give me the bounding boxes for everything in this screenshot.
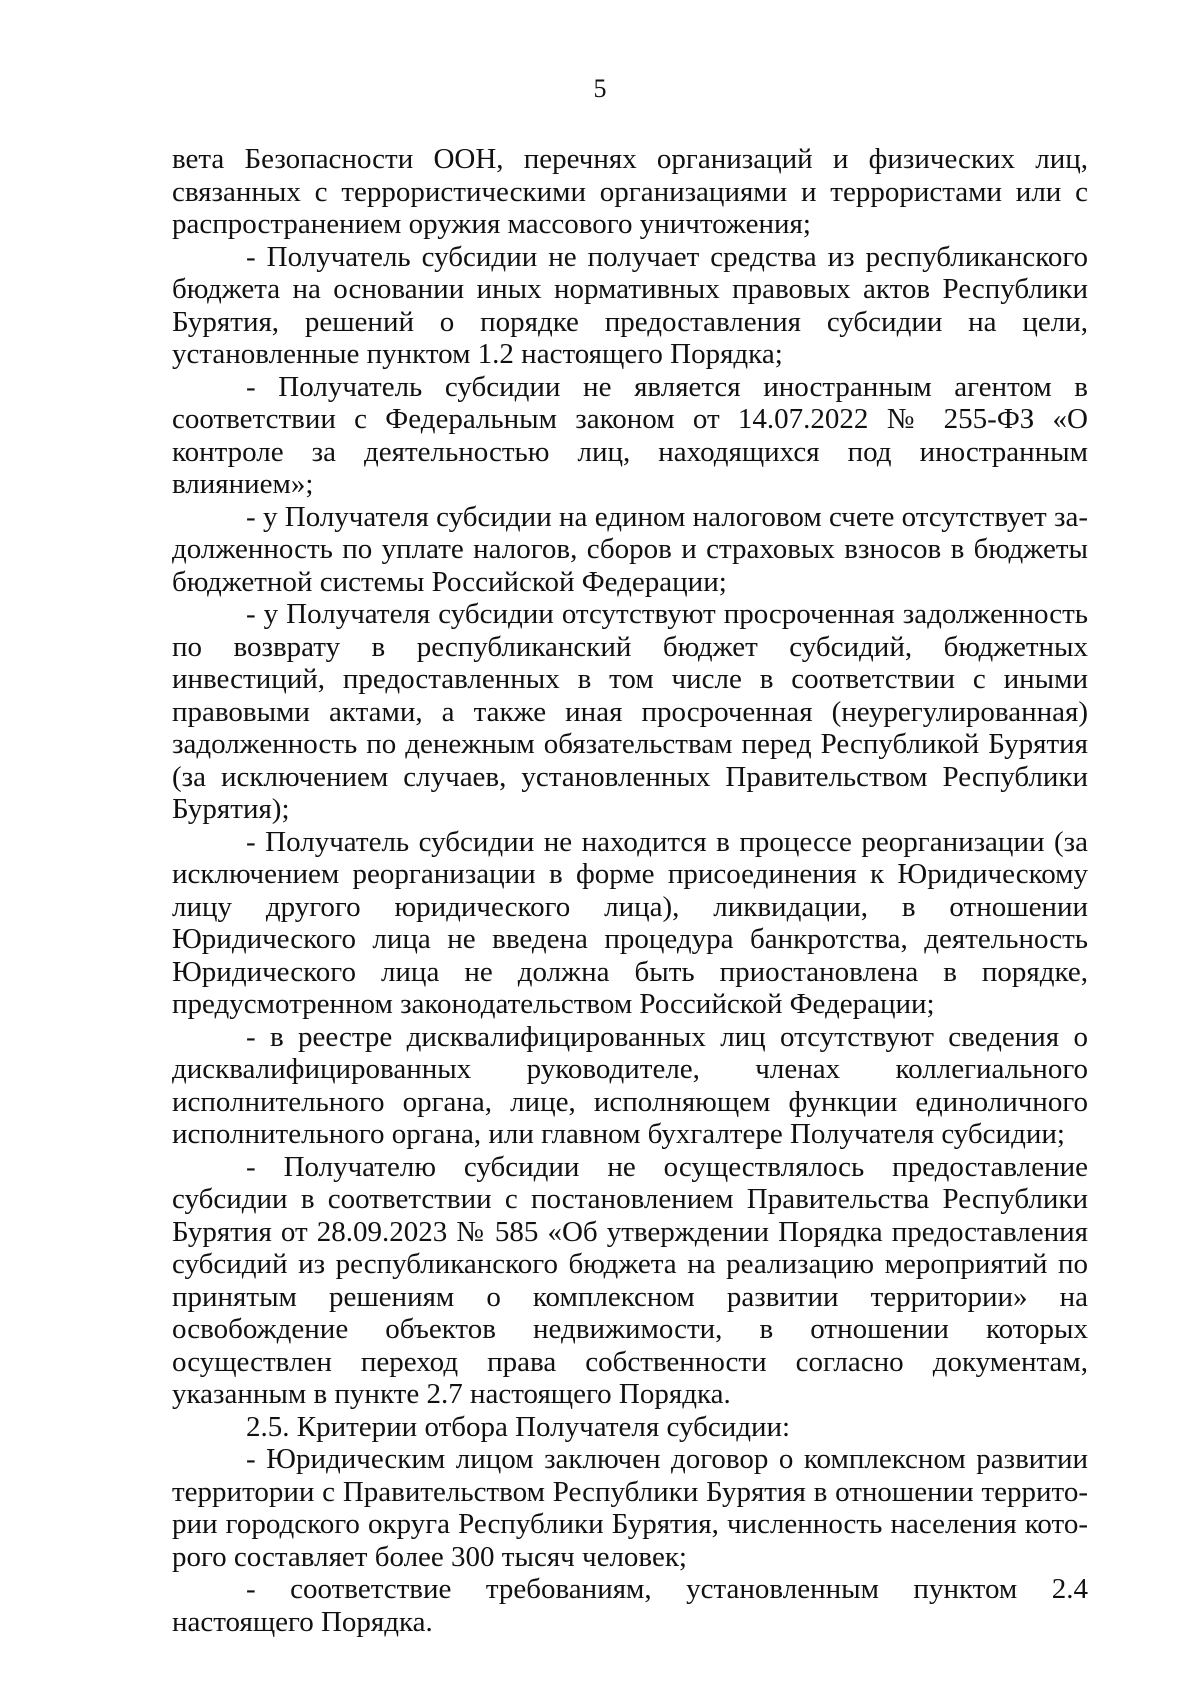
paragraph-requirement-foreign-agent: - Получатель субсидии не является иностранным агентом в соответствии с Федеральным законом от 14.07.2022 № 255-ФЗ «О контроле за деятельностью лиц, находящихся под иностранным влиянием»;: [172, 370, 1088, 500]
paragraph-requirement-no-prior-subsidy: - Получателю субсидии не осуществлялось предоставление субсидии в соответствии с постановлением Правительства Республики Бурятия от 28.09.2023 № 585 «Об утверждении Порядка предоставления субсидий из республиканского бюджета на реализацию мероприятий по принятым решениям о комплексном развитии территории» на освобождение объектов недвижимости, в отношении которых осуществлен переход права собственности согласно документам, указанным в пункте 2.7 настоящего Порядка.: [172, 1150, 1088, 1410]
paragraph-criterion-agreement: - Юридическим лицом заключен договор о комплексном развитии территории с Правительством Республики Бурятия в отношении территории городского округа Республики Бурятия, численность населения которого составляет более 300 тысяч человек;: [172, 1443, 1088, 1573]
paragraph-requirement-overdue-debt: - у Получателя субсидии отсутствуют просроченная задолженность по возврату в республиканский бюджет субсидий, бюджетных инвестиций, предоставленных в том числе в соответствии с иными правовыми актами, а также иная просроченная (неурегулированная) задолженность по денежным обязательствам перед Республикой Бурятия (за исключением случаев, установленных Правительством Республики Бурятия);: [172, 598, 1088, 825]
paragraph-requirement-tax-debt: - у Получателя субсидии на едином налоговом счете отсутствует задолженность по уплате налогов, сборов и страховых взносов в бюджеты бюджетной системы Российской Федерации;: [172, 500, 1088, 598]
page-number: 5: [593, 74, 607, 103]
paragraph-requirement-reorganization: - Получатель субсидии не находится в процессе реорганизации (за исключением реорганизации в форме присоединения к Юридическому лицу другого юридического лица), ликвидации, в отношении Юридического лица не введена процедура банкротства, деятельность Юридического лица не должна быть приостановлена в порядке, предусмотренном законодательством Российской Федерации;: [172, 825, 1088, 1020]
paragraph-continuation: вета Безопасности ООН, перечнях организаций и физических лиц, связанных с террористическими организациями и террористами или с распространением оружия массового уничтожения;: [172, 143, 1088, 240]
section-heading-selection-criteria: 2.5. Критерии отбора Получателя субсидии:: [246, 1410, 791, 1443]
paragraph-requirement-disqualified: - в реестре дисквалифицированных лиц отсутствуют сведения о дисквалифицированных руководителе, членах коллегиального исполнительного органа, лице, исполняющем функции единоличного исполнительного органа, или главном бухгалтере Получателя субсидии;: [172, 1020, 1088, 1150]
paragraph-requirement-other-acts: - Получатель субсидии не получает средства из республиканского бюджета на основании иных нормативных правовых актов Республики Бурятия, решений о порядке предоставления субсидии на цели, установленные пунктом 1.2 настоящего Порядка;: [172, 240, 1088, 370]
document-body: [172, 143, 1088, 1638]
paragraph-criterion-compliance: - соответствие требованиям, установленным пунктом 2.4 настоящего Порядка.: [172, 1573, 1088, 1638]
